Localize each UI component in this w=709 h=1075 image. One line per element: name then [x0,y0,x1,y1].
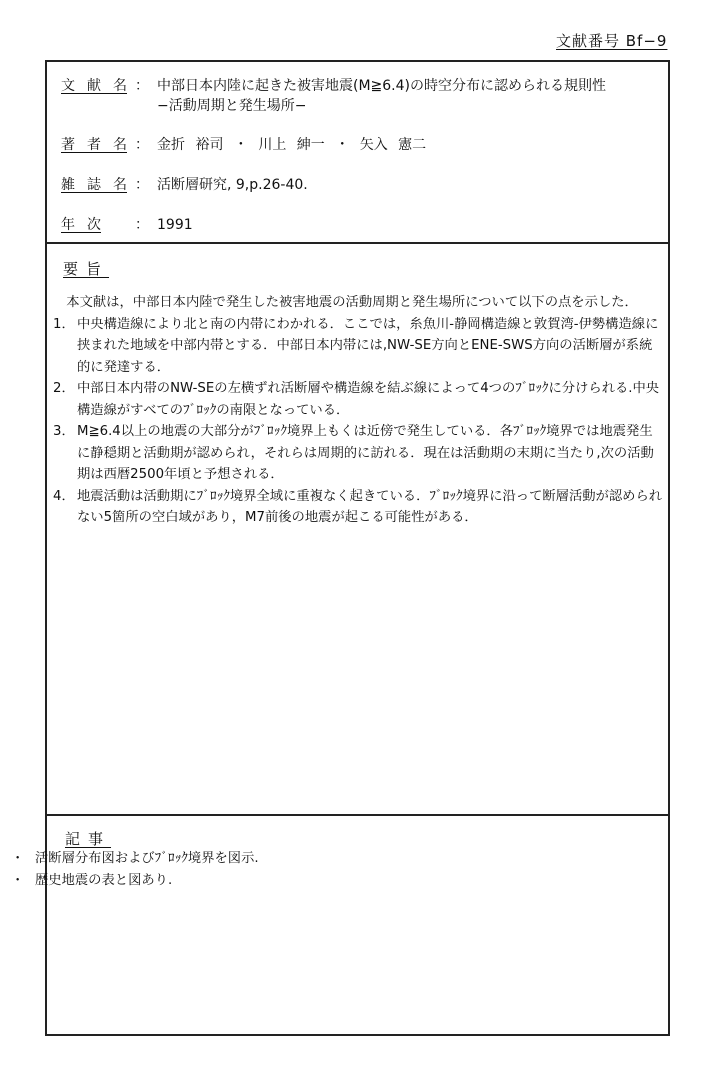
title-colon: ： [135,78,149,94]
note-item-2 [7,870,259,892]
document-frame [11,60,670,1036]
summary-item-4 [53,486,664,529]
summary-item-text: 地震活動は活動期にﾌﾞﾛｯｸ境界全域に重複なく起きている．ﾌﾞﾛｯｸ境界に沿って断層活動が認められない5箇所の空白域があり，M7前後の地震が起こる可能性がある． [77,488,663,525]
summary-item-2 [53,378,664,421]
authors-colon: ： [135,137,149,153]
summary-body [53,292,664,529]
year-label: 年次 [61,217,101,233]
notes-divider [47,814,668,816]
notes-list [7,848,259,892]
summary-item-number: 4． [53,488,75,504]
journal-value: 活断層研究, 9,p.26-40. [157,177,308,193]
title-line-1: 中部日本内陸に起きた被害地震(M≧6.4)の時空分布に認められる規則性 [157,78,606,94]
summary-heading: 要旨 [63,260,110,278]
year-colon: ： [135,217,149,233]
summary-item-1 [53,314,664,379]
title-label: 文献名 [61,78,127,94]
summary-item-number: 1． [53,316,75,332]
note-text: 活断層分布図およびﾌﾞﾛｯｸ境界を図示. [35,851,259,866]
document-number: 文献番号 Bf−9 [556,32,668,50]
authors-value: 金折 裕司 ・ 川上 紳一 ・ 矢入 憲二 [157,137,427,153]
summary-item-3 [53,421,664,486]
title-line-2: −活動周期と発生場所− [157,98,307,114]
note-text: 歴史地震の表と図あり. [35,873,173,888]
bullet-icon: ・ [11,851,25,866]
summary-item-number: 3． [53,424,75,439]
notes-heading: 記事 [65,830,112,848]
summary-item-number: 2． [53,381,75,396]
bibliographic-info [47,62,668,244]
summary-item-text: M≧6.4以上の地震の大部分がﾌﾞﾛｯｸ境界上もくは近傍で発生している．各ﾌﾞﾛｯｸ境界では地震発生に静穏期と活動期が認められ，それらは周期的に訪れる．現在は活動期の末期に当たり,次の活動期は西暦2500年頃と予想される． [77,424,654,482]
summary-item-text: 中央構造線により北と南の内帯にわかれる．ここでは，糸魚川-静岡構造線と敦賀湾-伊勢構造線に挟まれた地域を中部内帯とする．中部日本内帯には,NW-SE方向とENE-SWS方向の活断層が系統的に発達する． [77,316,659,375]
journal-label: 雑誌名 [61,177,127,193]
authors-label: 著者名 [61,137,127,153]
summary-item-text: 中部日本内帯のNW-SEの左横ずれ活断層や構造線を結ぶ線によって4つのﾌﾞﾛｯｸに分けられる.中央構造線がすべてのﾌﾞﾛｯｸの南限となっている． [77,381,660,418]
bullet-icon: ・ [11,873,25,888]
year-value: 1991 [157,217,193,233]
note-item-1 [7,848,259,870]
journal-colon: ： [135,177,149,193]
title-value [157,76,660,116]
summary-intro: 本文献は，中部日本内陸で発生した被害地震の活動周期と発生場所について以下の点を示した． [66,295,638,310]
